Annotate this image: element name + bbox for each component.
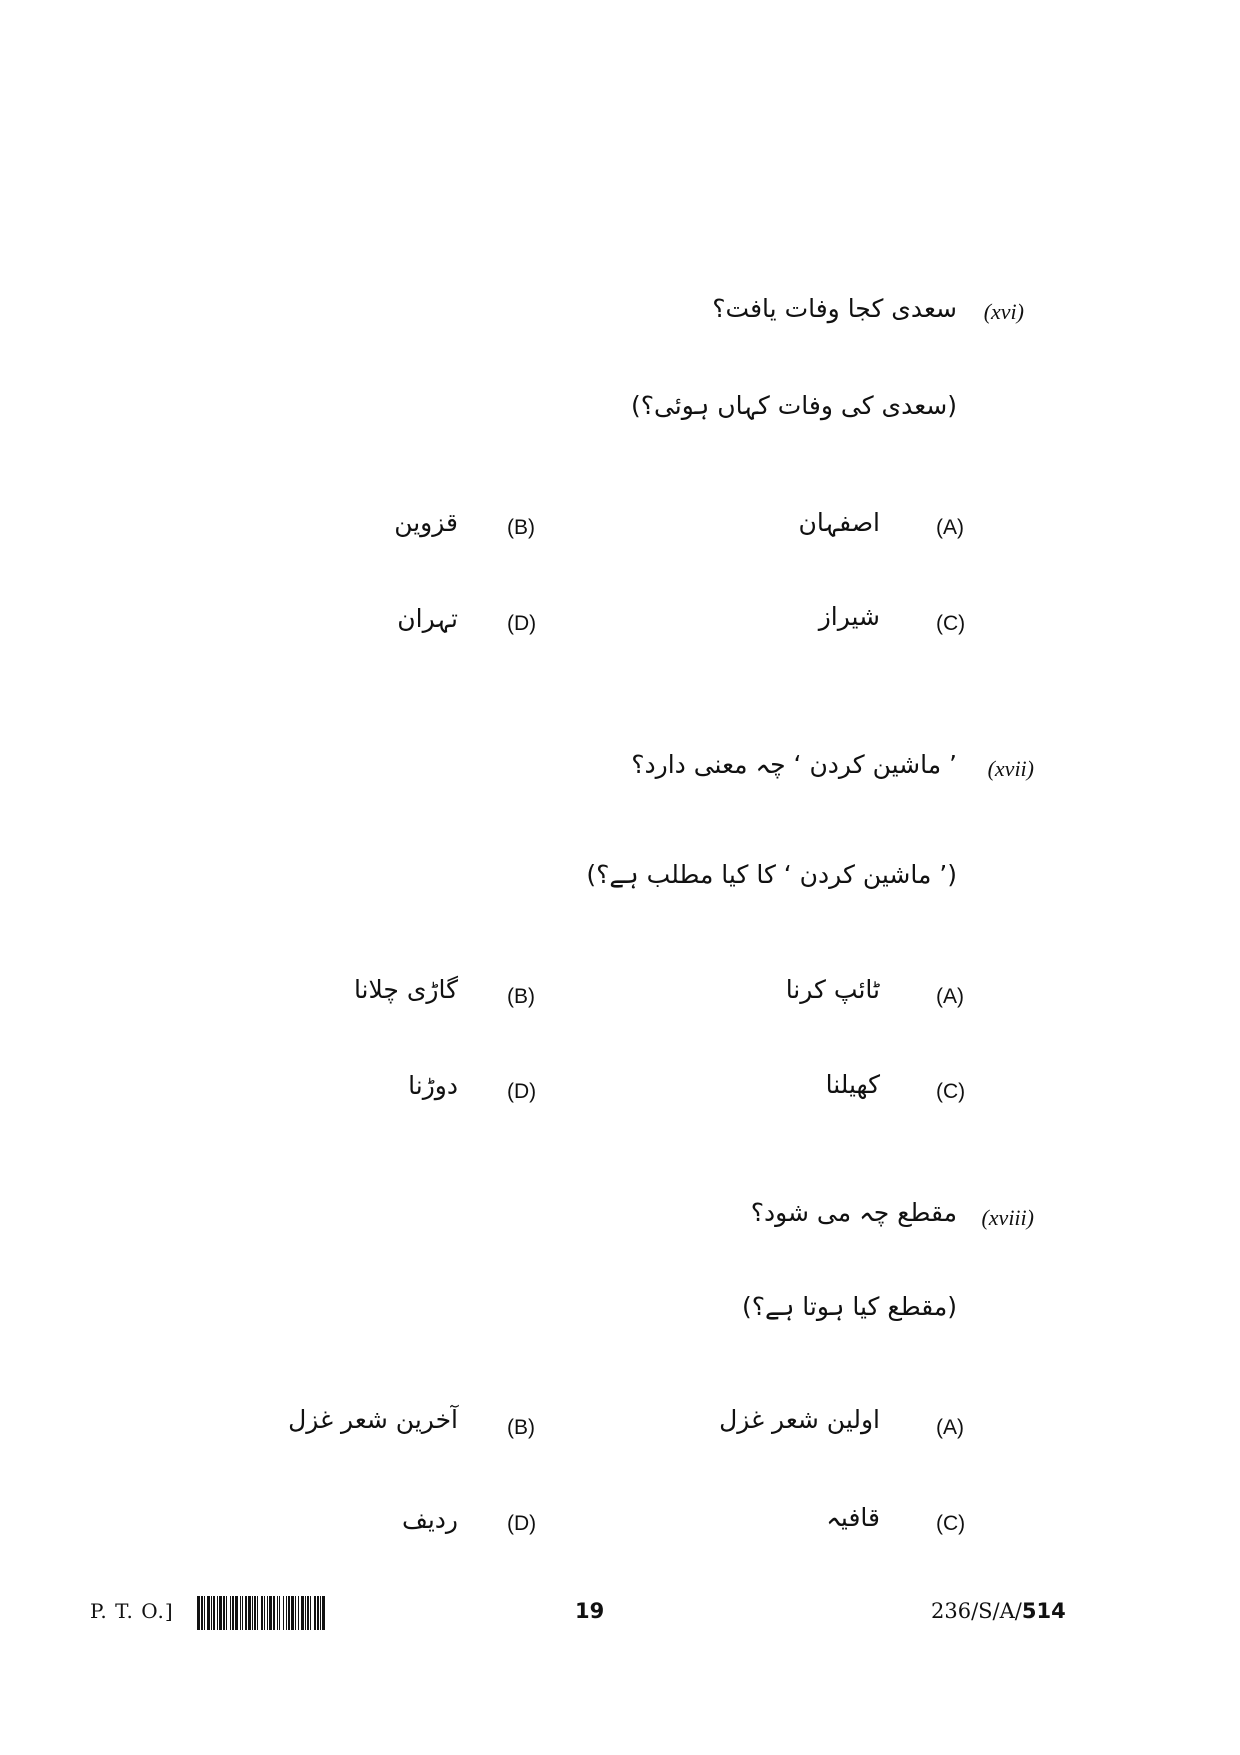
option-c-text: قافیہ	[826, 1503, 880, 1532]
option-c-text: کھیلنا	[825, 1070, 880, 1099]
question-text-persian: ’ ماشین کردن ‘ چہ معنی دارد؟	[631, 750, 957, 779]
option-d-text: ردیف	[401, 1505, 458, 1534]
question-number: (xviii)	[981, 1205, 1034, 1230]
option-a-label: (A)	[936, 985, 964, 1008]
question-text-urdu: (سعدی کی وفات کہاں ہوئی؟)	[630, 391, 957, 420]
barcode	[197, 1596, 554, 1630]
option-a-label: (A)	[936, 516, 964, 539]
paper-code	[931, 1601, 1066, 1622]
option-d-label: (D)	[507, 612, 537, 635]
option-b-label: (B)	[507, 985, 535, 1008]
question-number: (xvi)	[983, 299, 1024, 324]
option-c-text: شیراز	[818, 602, 880, 631]
option-b-label: (B)	[507, 516, 535, 539]
option-b-text: آخرین شعر غزل	[288, 1405, 458, 1434]
page-number: 19	[575, 1599, 605, 1623]
option-a-text: اولین شعر غزل	[719, 1405, 880, 1434]
question-text-urdu: (’ ماشین کردن ‘ کا کیا مطلب ہے؟)	[586, 860, 957, 889]
paper-code-number: 514	[1021, 1599, 1066, 1623]
option-d-text: تہران	[397, 604, 458, 633]
option-a-text: ٹائپ کرنا	[785, 975, 880, 1004]
paper-code-prefix: 236/S/A/	[931, 1599, 1022, 1623]
option-c-label: (C)	[936, 1080, 966, 1103]
option-d-label: (D)	[507, 1512, 537, 1535]
question-text-urdu: (مقطع کیا ہوتا ہے؟)	[742, 1292, 957, 1321]
option-a-label: (A)	[936, 1416, 964, 1439]
question-text-persian: مقطع چہ می شود؟	[750, 1198, 957, 1227]
option-c-label: (C)	[936, 612, 966, 635]
option-d-label: (D)	[507, 1080, 537, 1103]
option-b-text: گاڑی چلانا	[353, 975, 458, 1004]
option-a-text: اصفہان	[798, 508, 880, 537]
option-b-text: قزوین	[394, 508, 458, 537]
option-b-label: (B)	[507, 1416, 535, 1439]
question-number: (xvii)	[987, 756, 1034, 781]
question-text-persian: سعدی کجا وفات یافت؟	[712, 294, 957, 323]
option-d-text: دوڑنا	[408, 1071, 458, 1100]
pto-label: P. T. O.]	[90, 1599, 174, 1623]
option-c-label: (C)	[936, 1512, 966, 1535]
